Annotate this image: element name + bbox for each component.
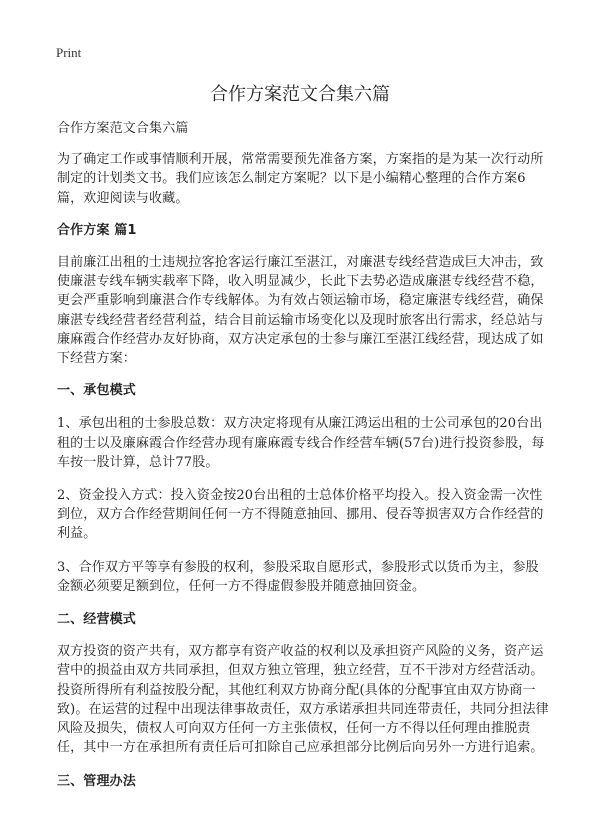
operation-mode-paragraph: 双方投资的资产共有，双方都享有资产收益的权利以及承担资产风险的义务，资产运营中的损益由双方共同承担，但双方独立管理，独立经营，互不干涉对方经营活动。投资所得所有利益按股分配，其他红利双方协商分配(具体的分配事宜由双方协商一致)。在运营的过程中出现法律事故责任，双方承诺承担共同连带责任，共同分担法律风险及损失，债权人可向双方任何一方主张债权，任何一方不得以任何理由推脱责任，其中一方在承担所有责任后可扣除自己应承担部分比例后向另外一方进行追索。 <box>57 644 549 756</box>
section-1-paragraph: 目前廉江出租的士违规拉客抢客运行廉江至湛江，对廉湛专线经营造成巨大冲击，致使廉湛专线车辆实载率下降，收入明显减少，长此下去势必造成廉湛专线经营不稳，更会严重影响到廉湛合作专线解体。为有效占领运输市场，稳定廉湛专线经营，确保廉湛专线经营者经营利益，结合目前运输市场变化以及现时旅客出行需求，经总站与廉麻霞合作经营办友好协商，双方决定承包的士参与廉江至湛江线经营，现达成了如下经营方案： <box>57 255 544 367</box>
management-heading: 三、管理办法 <box>57 774 136 790</box>
contract-mode-heading: 一、承包模式 <box>57 383 136 399</box>
section-1-heading: 合作方案 篇1 <box>57 222 137 238</box>
document-subtitle: 合作方案范文合集六篇 <box>57 121 189 136</box>
contract-item: 3、合作双方平等享有参股的权利，参股采取自愿形式，参股形式以货币为主，参股金额必须要足额到位，任何一方不得虚假参股并随意抽回资金。 <box>57 559 539 594</box>
document-body <box>57 119 549 792</box>
contract-item: 1、承包出租的士参股总数：双方决定将现有从廉江鸿运出租的士公司承包的20台出租的士以及廉麻霞合作经营办现有廉麻霞专线合作经营车辆(57台)进行投资参股，每车按一股计算，总计77股。 <box>57 416 545 470</box>
intro-paragraph: 为了确定工作或事情顺利开展，常常需要预先准备方案，方案指的是为某一次行动所制定的计划类文书。我们应该怎么制定方案呢？以下是小编精心整理的合作方案6篇，欢迎阅读与收藏。 <box>57 152 544 206</box>
contract-item: 2、资金投入方式：投入资金按20台出租的士总体价格平均投入。投入资金需一次性到位，双方合作经营期间任何一方不得随意抽回、挪用、侵吞等损害双方合作经营的利益。 <box>57 488 544 542</box>
operation-mode-heading: 二、经营模式 <box>57 612 136 628</box>
print-link[interactable]: Print <box>56 45 82 60</box>
document-title: 合作方案范文合集六篇 <box>210 84 390 105</box>
